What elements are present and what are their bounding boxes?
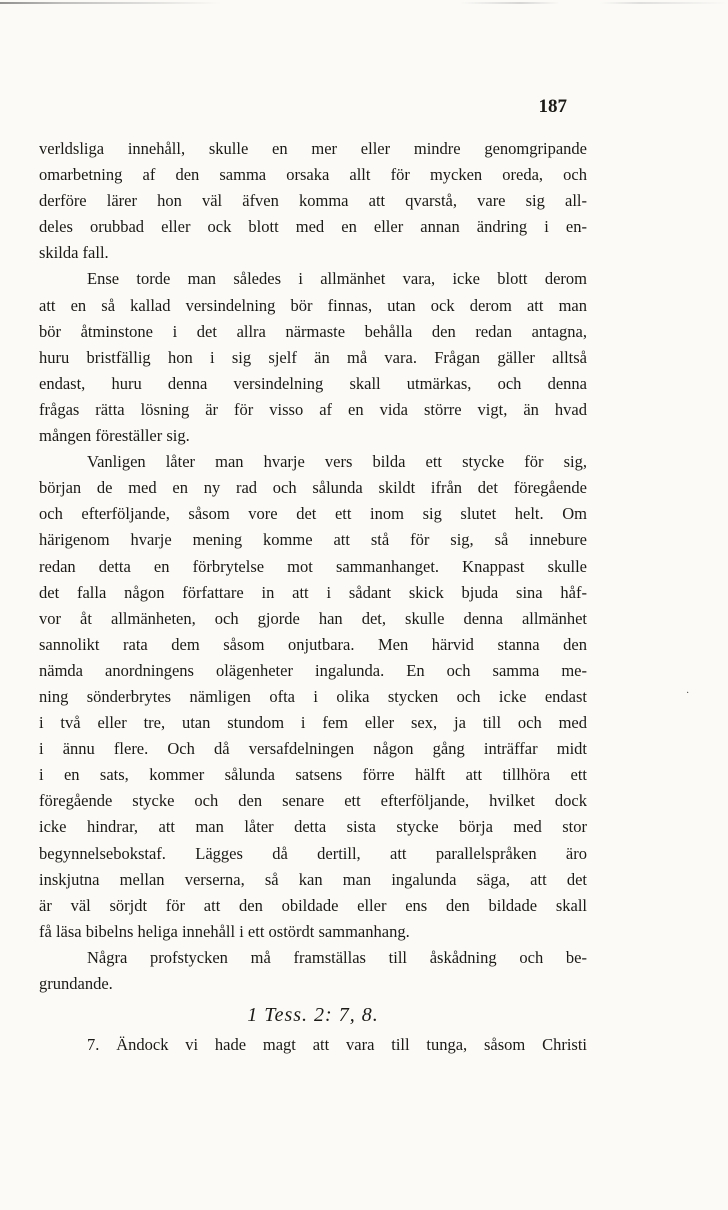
text-line: icke hindrar, att man låter detta sista stycke börja med stor [39, 817, 587, 837]
text-line: derföre lärer hon väl äfven komma att qvarstå, vare sig all- [39, 191, 587, 211]
text-line: Ense torde man således i allmänhet vara, icke blott derom [87, 269, 587, 289]
text-line: verldsliga innehåll, skulle en mer eller mindre genomgripande [39, 139, 587, 158]
text-line: frågas rätta lösning är för visso af en vida större vigt, än hvad [39, 399, 587, 419]
text-line: skilda fall. [39, 243, 109, 263]
text-line: i två eller tre, utan stundom i fem eller sex, ja till och med [39, 713, 587, 733]
scripture-reference-heading: 1 Tess. 2: 7, 8. [247, 1004, 379, 1027]
verse-paragraph [39, 1032, 587, 1058]
text-line: sannolikt rata dem såsom onjutbara. Men härvid stanna den [39, 634, 587, 654]
top-edge-rule [0, 2, 728, 4]
text-line: att en så kallad versindelning bör finnas, utan ock derom att man [39, 295, 587, 315]
text-line: redan detta en förbrytelse mot sammanhanget. Knappast skulle [39, 556, 587, 576]
body-text [39, 136, 587, 1058]
text-line: i en sats, kommer sålunda satsens förre hälft att tillhöra ett [39, 765, 587, 785]
text-line: begynnelsebokstaf. Lägges då dertill, att parallelspråken äro [39, 843, 587, 863]
text-line: ning sönderbrytes nämligen ofta i olika stycken och icke endast [39, 686, 587, 706]
text-line: mången föreställer sig. [39, 426, 190, 446]
text-line: Några profstycken må framställas till åskådning och be- [87, 947, 587, 967]
text-line: inskjutna mellan verserna, så kan man ingalunda säga, att det [39, 869, 587, 889]
text-line: vor åt allmänheten, och gjorde han det, skulle denna allmänhet [39, 608, 587, 628]
text-line: och efterföljande, såsom vore det ett inom sig slutet helt. Om [39, 504, 587, 524]
text-line: grundande. [39, 974, 113, 993]
paragraph-2 [39, 266, 587, 449]
text-line: nämda anordningens olägenheter ingalunda. En och samma me- [39, 660, 587, 680]
text-line: är väl sörjdt för att den obildade eller ens den bildade skall [39, 895, 587, 915]
margin-mark: · [686, 688, 690, 699]
paragraph-4 [39, 945, 587, 997]
text-line: föregående stycke och den senare ett efterföljande, hvilket dock [39, 791, 587, 811]
text-line: i ännu flere. Och då versafdelningen någon gång inträffar midt [39, 739, 587, 759]
page-number: 187 [538, 96, 567, 117]
text-line: få läsa bibelns heliga innehåll i ett ostördt sammanhang. [39, 921, 410, 941]
text-line: Vanligen låter man hvarje vers bilda ett stycke för sig, [87, 452, 587, 472]
paragraph-1 [39, 136, 587, 266]
text-line: omarbetning af den samma orsaka allt för mycken oreda, och [39, 165, 587, 185]
paragraph-3 [39, 449, 587, 945]
text-line: deles orubbad eller ock blott med en eller annan ändring i en- [39, 217, 587, 237]
text-line: endast, huru denna versindelning skall utmärkas, och denna [39, 373, 587, 393]
text-line: bör åtminstone i det allra närmaste behålla den redan antagna, [39, 321, 587, 341]
text-line: det falla någon författare in att i sådant skick bjuda sina håf- [39, 582, 587, 602]
text-line: 7. Ändock vi hade magt att vara till tunga, såsom Christi [87, 1035, 587, 1055]
text-line: huru bristfällig hon i sig sjelf än må vara. Frågan gäller alltså [39, 347, 587, 367]
text-line: början de med en ny rad och sålunda skildt ifrån det föregående [39, 478, 587, 498]
text-line: härigenom hvarje mening komme att stå för sig, så innebure [39, 530, 587, 550]
